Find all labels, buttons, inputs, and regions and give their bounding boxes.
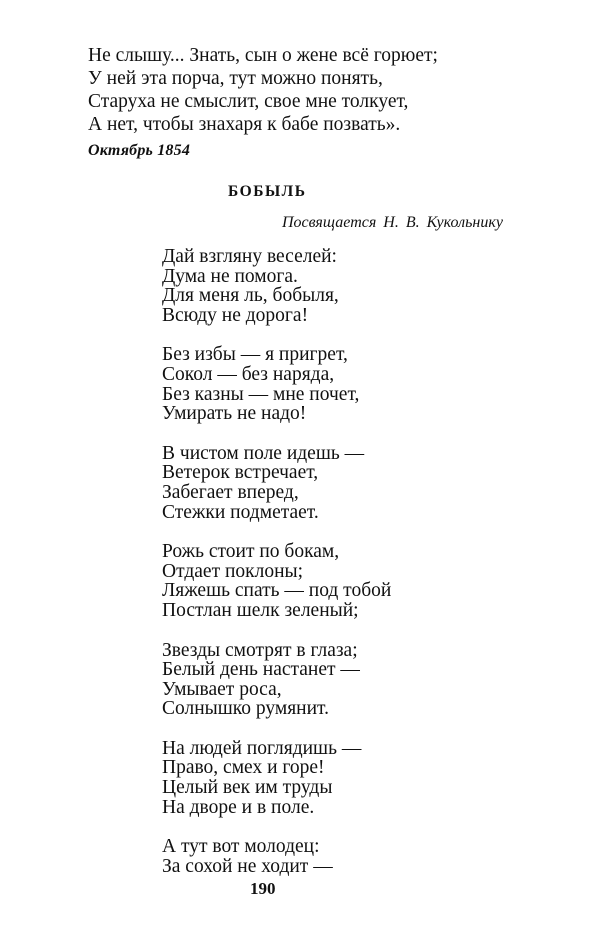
poem-title: БОБЫЛЬ <box>228 183 307 200</box>
previous-poem-ending <box>88 44 438 136</box>
verse-line: Ляжешь спать — под тобой <box>162 580 392 602</box>
stanza <box>162 444 391 522</box>
verse-line: Умирать не надо! <box>162 403 307 425</box>
stanza <box>162 542 391 620</box>
stanza <box>162 345 391 423</box>
verse-line: Сокол — без наряда, <box>162 363 335 385</box>
verse-line: Дай взгляну веселей: <box>162 246 337 267</box>
verse-line: Отдает поклоны; <box>162 560 304 582</box>
verse-line: Звезды смотрят в глаза; <box>162 639 358 661</box>
verse-line: Для меня ль, бобыля, <box>162 285 339 307</box>
stanza <box>162 247 391 325</box>
verse-line: Забегает вперед, <box>162 481 299 503</box>
intro-line: У ней эта порча, тут можно понять, <box>88 68 383 89</box>
verse-line: Белый день настанет — <box>162 659 360 681</box>
verse-line: Постлан шелк зеленый; <box>162 599 359 621</box>
stanza <box>162 837 391 876</box>
verse-line: Умывает роса, <box>162 678 282 700</box>
poem-dedication: Посвящается Н. В. Кукольнику <box>282 214 503 231</box>
verse-line: На людей поглядишь — <box>162 737 362 759</box>
verse-line: Целый век им труды <box>162 777 333 799</box>
verse-line: Дума не помога. <box>162 265 298 287</box>
stanza <box>162 641 391 719</box>
intro-line: А нет, чтобы знахаря к бабе позвать». <box>88 114 401 135</box>
verse-line: А тут вот молодец: <box>162 836 320 858</box>
verse-line: В чистом поле идешь — <box>162 442 365 464</box>
verse-line: На дворе и в поле. <box>162 796 315 818</box>
verse-line: Без избы — я пригрет, <box>162 344 348 366</box>
verse-line: Без казны — мне почет, <box>162 383 360 405</box>
stanza <box>162 739 391 817</box>
verse-line: Право, смех и горе! <box>162 757 325 779</box>
verse-line: Всюду не дорога! <box>162 304 309 326</box>
poem-date: Октябрь 1854 <box>88 142 191 159</box>
poem-body <box>162 247 391 896</box>
verse-line: За сохой не ходит — <box>162 855 333 877</box>
verse-line: Солнышко румянит. <box>162 698 329 720</box>
intro-line: Старуха не смыслит, свое мне толкует, <box>88 91 409 112</box>
verse-line: Рожь стоит по бокам, <box>162 541 340 563</box>
verse-line: Стежки подметает. <box>162 501 319 523</box>
verse-line: Ветерок встречает, <box>162 462 319 484</box>
intro-line: Не слышу... Знать, сын о жене всё горюет; <box>88 45 438 66</box>
page-number: 190 <box>250 879 276 898</box>
